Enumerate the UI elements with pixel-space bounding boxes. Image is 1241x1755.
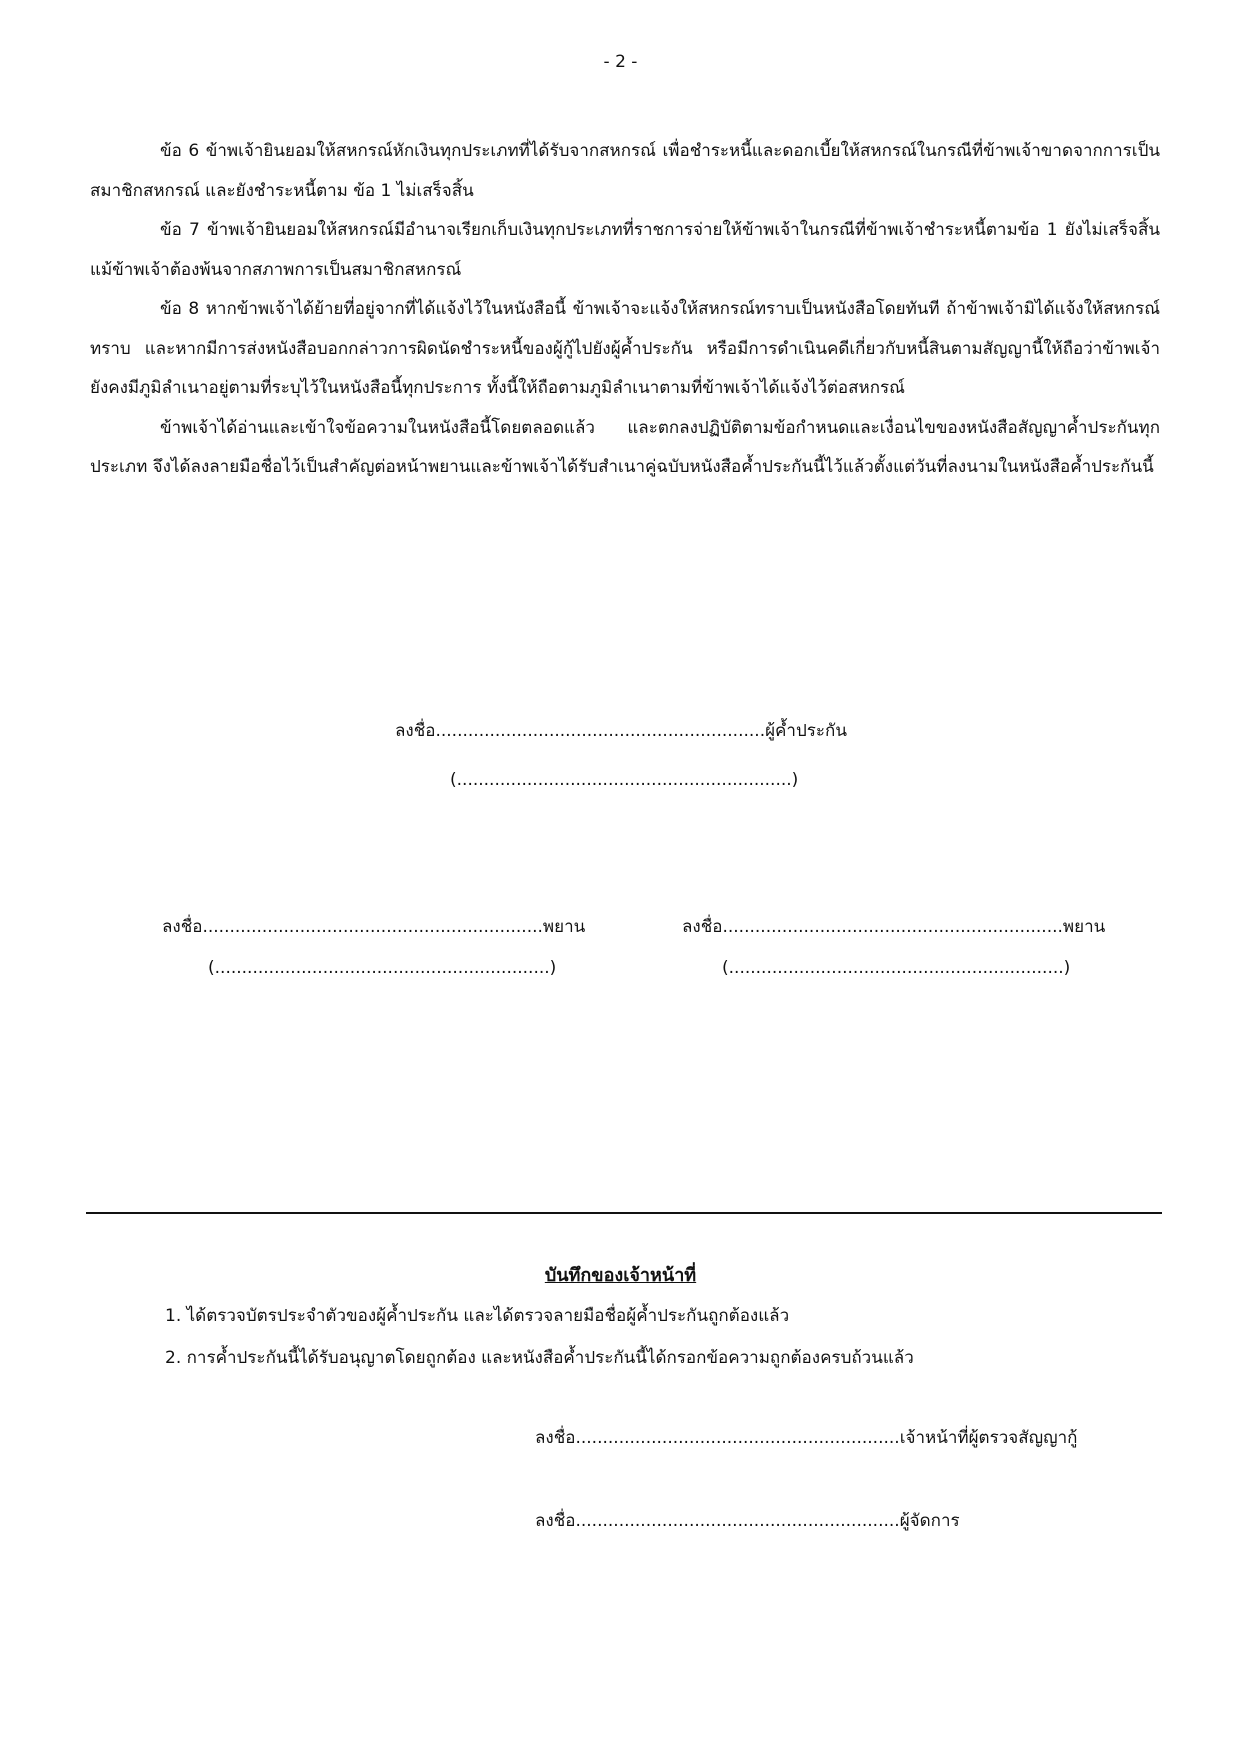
section-divider: [86, 1212, 1162, 1214]
clause-8-paragraph: ข้อ 8 หากข้าพเจ้าได้ย้ายที่อยู่จากที่ได้แจ้งไว้ในหนังสือนี้ ข้าพเจ้าจะแจ้งให้สหกรณ์ทราบเป็นหนังสือโดยทันที ถ้าข้าพเจ้ามิได้แจ้งให้สหกรณ์ทราบ และหากมีการส่งหนังสือบอกกล่าวการผิดนัดชำระหนี้ของผู้กู้ไปยังผู้ค้ำประกัน หรือมีการดำเนินคดีเกี่ยวกับหนี้สินตามสัญญานี้ให้ถือว่าข้าพเจ้ายังคงมีภูมิลำเนาอยู่ตามที่ระบุไว้ในหนังสือนี้ทุกประการ ทั้งนี้ให้ถือตามภูมิลำเนาตามที่ข้าพเจ้าได้แจ้งไว้ต่อสหกรณ์: [90, 299, 1160, 398]
acknowledgement-paragraph: ข้าพเจ้าได้อ่านและเข้าใจข้อความในหนังสือนี้โดยตลอดแล้ว และตกลงปฏิบัติตามข้อกำหนดและเงื่อนไขของหนังสือสัญญาค้ำประกันทุกประเภท จึงได้ลงลายมือชื่อไว้เป็นสำคัญต่อหน้าพยานและข้าพเจ้าได้รับสำเนาคู่ฉบับหนังสือค้ำประกันนี้ไว้แล้วตั้งแต่วันที่ลงนามในหนังสือค้ำประกันนี้: [90, 417, 1160, 477]
witness-1-signature-line: ลงชื่อ...............................................................พยาน: [162, 917, 586, 937]
clause-7-paragraph: ข้อ 7 ข้าพเจ้ายินยอมให้สหกรณ์มีอำนาจเรียกเก็บเงินทุกประเภทที่ราชการจ่ายให้ข้าพเจ้าในกรณีที่ข้าพเจ้าชำระหนี้ตามข้อ 1 ยังไม่เสร็จสิ้น แม้ข้าพเจ้าต้องพ้นจากสภาพการเป็นสมาชิกสหกรณ์: [90, 220, 1160, 280]
guarantor-signature-line: ลงชื่อ.............................................................ผู้ค้ำประกัน: [395, 721, 847, 741]
witness-1-name-line: (..............................................................): [208, 958, 557, 978]
page-number: - 2 -: [603, 52, 638, 72]
guarantor-name-line: (..............................................................): [450, 770, 799, 790]
officer-note-item: 2. การค้ำประกันนี้ได้รับอนุญาตโดยถูกต้อง และหนังสือค้ำประกันนี้ได้กรอกข้อความถูกต้องครบถ้วนแล้ว: [165, 1348, 914, 1368]
inspector-signature-line: ลงชื่อ............................................................เจ้าหน้าที่ผู้ตรวจสัญญากู้: [535, 1428, 1078, 1448]
witness-2-name-line: (..............................................................): [722, 958, 1071, 978]
officer-note-item: 1. ได้ตรวจบัตรประจำตัวของผู้ค้ำประกัน และได้ตรวจลายมือชื่อผู้ค้ำประกันถูกต้องแล้ว: [165, 1306, 790, 1326]
clause-6-paragraph: ข้อ 6 ข้าพเจ้ายินยอมให้สหกรณ์หักเงินทุกประเภทที่ได้รับจากสหกรณ์ เพื่อชำระหนี้และดอกเบี้ยให้สหกรณ์ในกรณีที่ข้าพเจ้าขาดจากการเป็นสมาชิกสหกรณ์ และยังชำระหนี้ตาม ข้อ 1 ไม่เสร็จสิ้น: [90, 141, 1160, 201]
officer-notes-title: บันทึกของเจ้าหน้าที่: [544, 1265, 697, 1286]
clauses-body: [90, 132, 1160, 488]
manager-signature-line: ลงชื่อ............................................................ผู้จัดการ: [535, 1511, 960, 1531]
witness-2-signature-line: ลงชื่อ...............................................................พยาน: [682, 917, 1106, 937]
